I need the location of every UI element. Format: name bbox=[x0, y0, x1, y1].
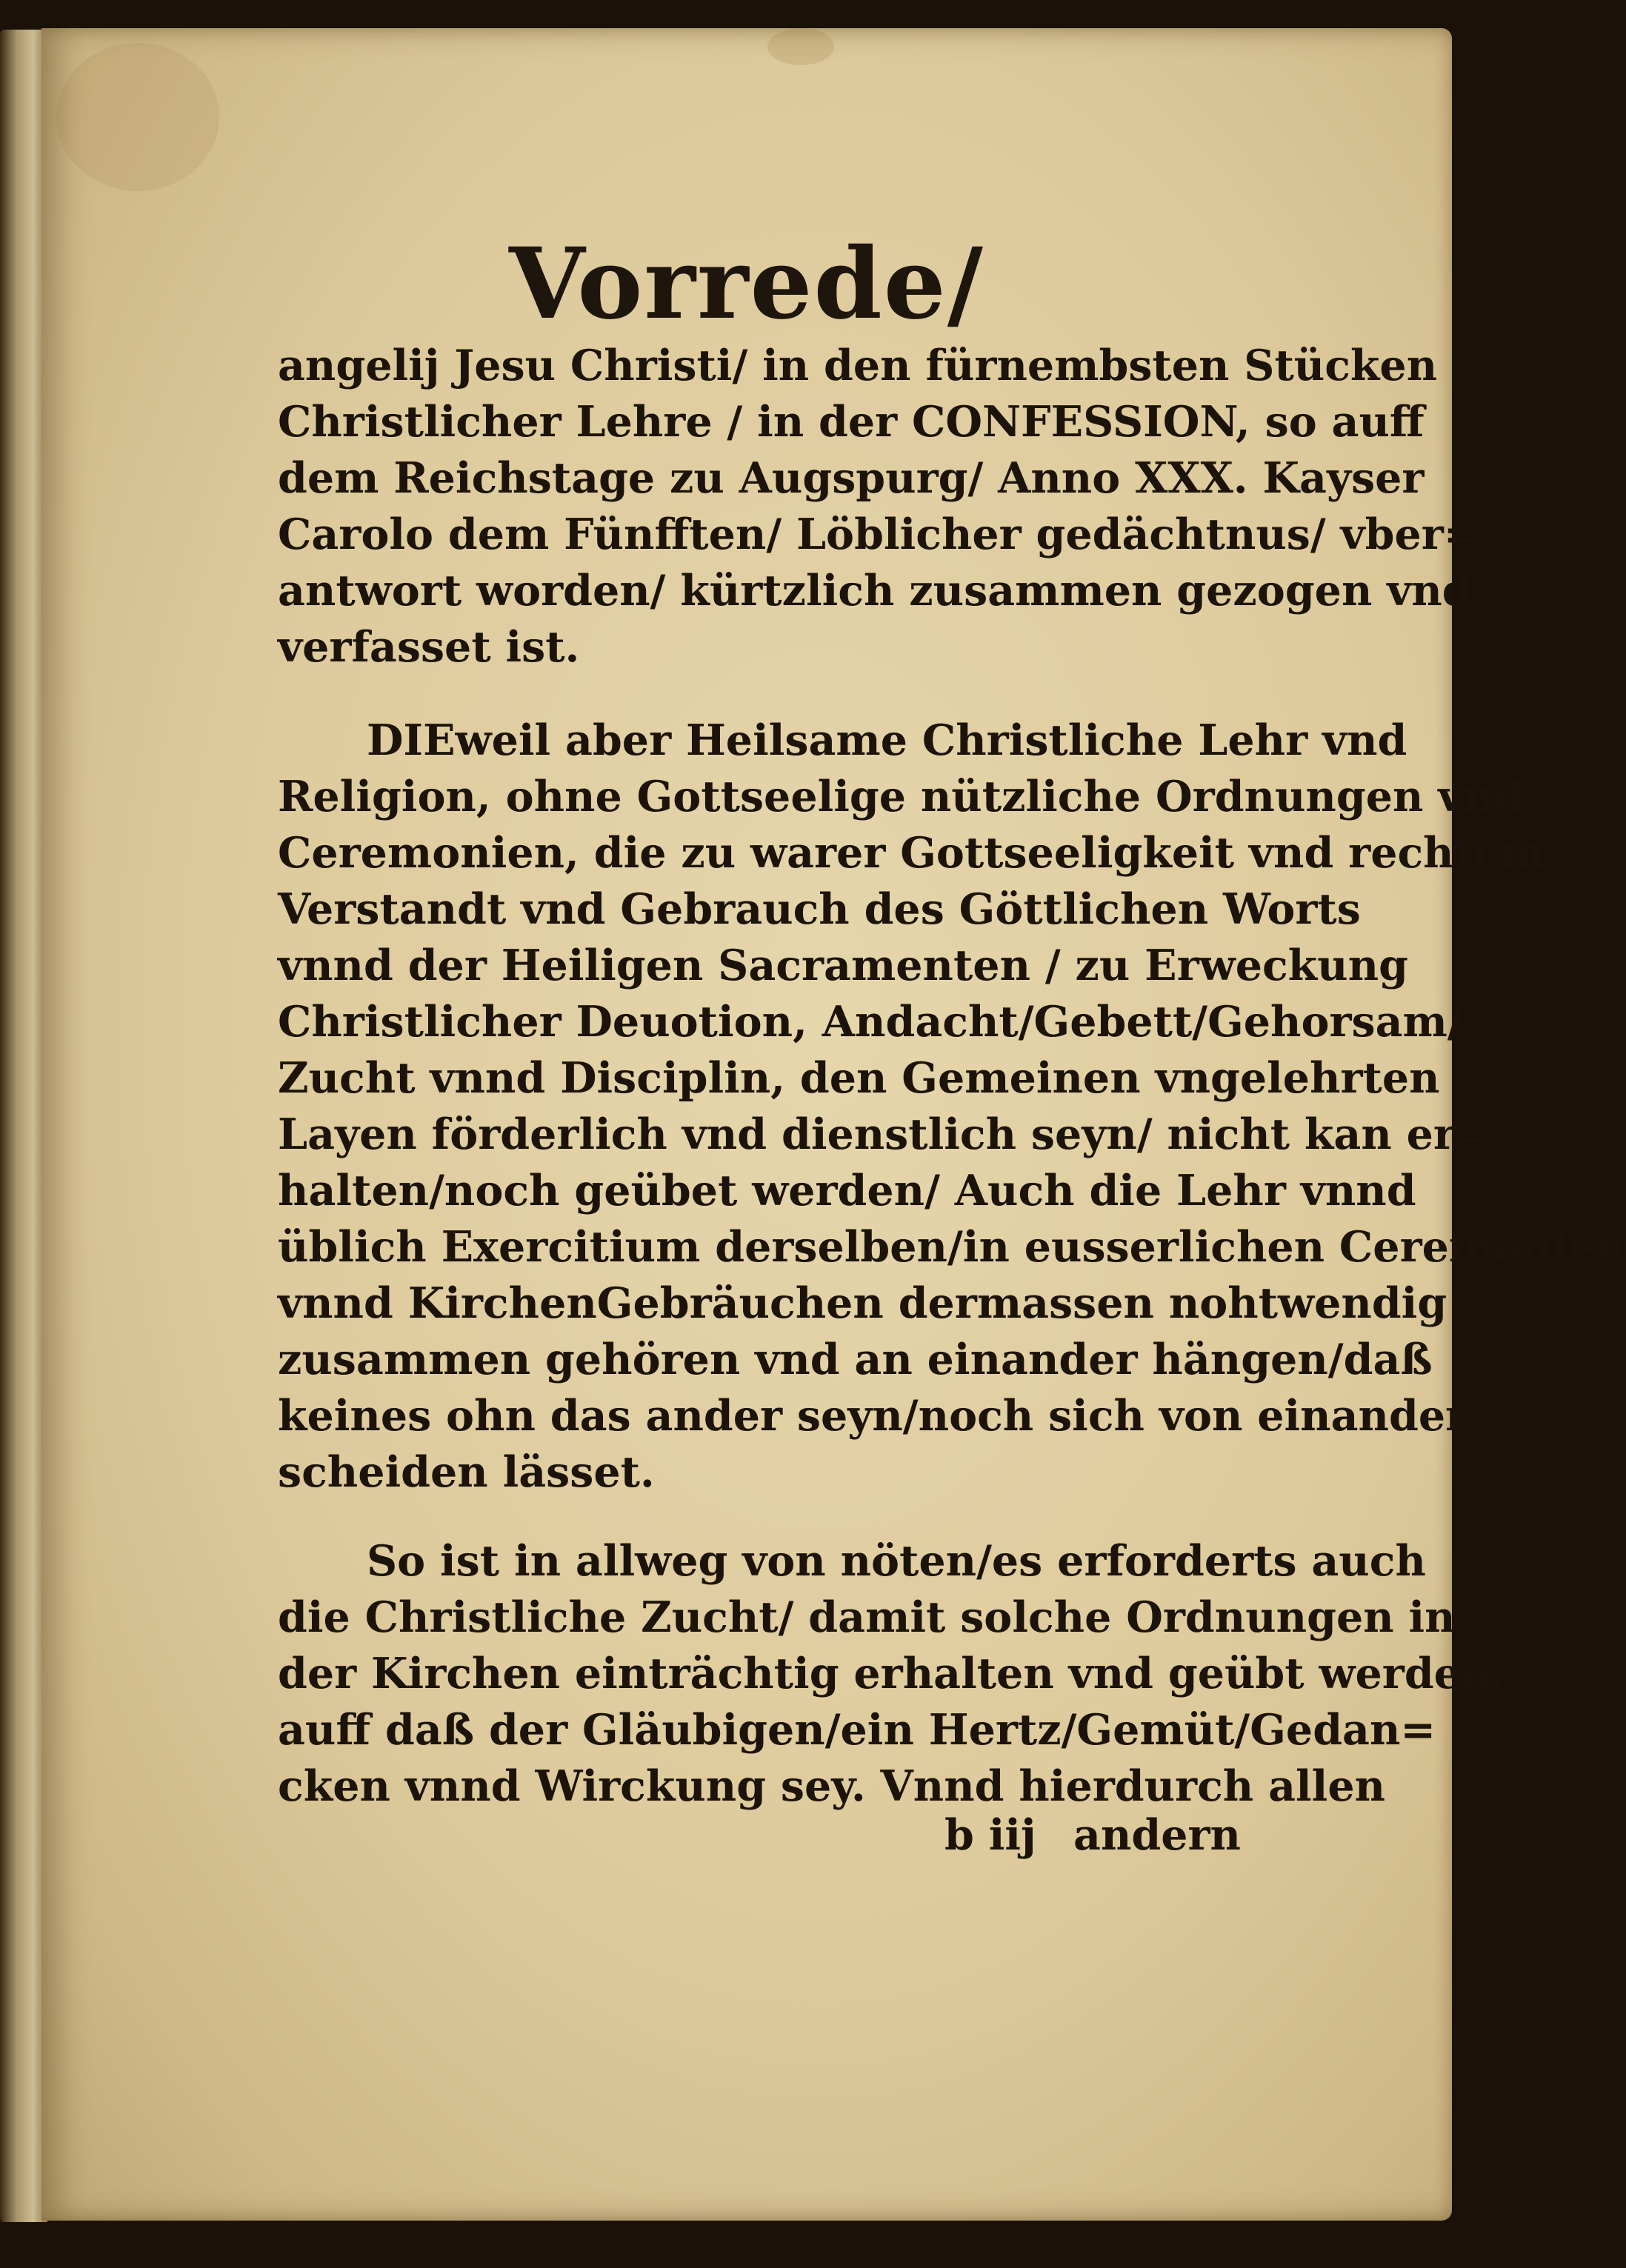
text-line: zusammen gehören vnd an einander hängen/daß bbox=[278, 1335, 1433, 1384]
signature-mark: b iij bbox=[944, 1810, 1036, 1860]
text-line: Religion, ohne Gottseelige nützliche Ordnungen vnd bbox=[278, 772, 1523, 821]
page-heading: Vorrede/ bbox=[509, 227, 984, 341]
text-line: DIEweil aber Heilsame Christliche Lehr vnd bbox=[367, 716, 1407, 765]
text-line: Layen förderlich vnd dienstlich seyn/ nicht kan er= bbox=[278, 1110, 1491, 1159]
text-line: Carolo dem Fünfften/ Löblicher gedächtnus/ vber= bbox=[278, 510, 1479, 559]
text-line: Zucht vnnd Disciplin, den Gemeinen vngelehrten bbox=[278, 1053, 1440, 1103]
text-line: auff daß der Gläubigen/ein Hertz/Gemüt/Gedan= bbox=[278, 1705, 1436, 1755]
paper-stain bbox=[767, 28, 834, 65]
text-line: So ist in allweg von nöten/es erforderts auch bbox=[367, 1536, 1426, 1586]
text-line: vnnd KirchenGebräuchen dermassen nohtwendig bbox=[278, 1278, 1447, 1328]
text-line: üblich Exercitium derselben/in eusserlichen Ceremonien bbox=[278, 1222, 1626, 1272]
paragraph-3 bbox=[278, 1533, 1507, 1815]
page-footer bbox=[278, 1810, 1241, 1867]
text-line: Christlicher Lehre / in der CONFESSION, so auff bbox=[278, 397, 1425, 447]
paragraph-2 bbox=[278, 713, 1626, 1501]
text-line: der Kirchen einträchtig erhalten vnd geübt werden/ bbox=[278, 1649, 1507, 1698]
catchword: andern bbox=[1073, 1810, 1241, 1860]
text-line: Ceremonien, die zu warer Gottseeligkeit vnd rechtem bbox=[278, 828, 1545, 878]
text-line: antwort worden/ kürtzlich zusammen gezogen vnd bbox=[278, 566, 1472, 616]
paragraph-1 bbox=[278, 338, 1479, 676]
text-line: scheiden lässet. bbox=[278, 1447, 655, 1497]
text-line: die Christliche Zucht/ damit solche Ordnungen in bbox=[278, 1592, 1456, 1642]
text-line: cken vnnd Wirckung sey. Vnnd hierdurch allen bbox=[278, 1761, 1386, 1811]
book-edge bbox=[0, 30, 47, 2222]
text-line: vnnd der Heiligen Sacramenten / zu Erweckung bbox=[278, 941, 1408, 990]
text-line: keines ohn das ander seyn/noch sich von einander bbox=[278, 1391, 1468, 1441]
paper-stain bbox=[56, 43, 219, 191]
text-line: halten/noch geübet werden/ Auch die Lehr vnnd bbox=[278, 1166, 1416, 1215]
text-line: angelij Jesu Christi/ in den fürnembsten Stücken bbox=[278, 341, 1438, 390]
text-line: dem Reichstage zu Augspurg/ Anno XXX. Kayser bbox=[278, 453, 1425, 503]
text-line: Verstandt vnd Gebrauch des Göttlichen Worts bbox=[278, 884, 1361, 934]
text-line: Christlicher Deuotion, Andacht/Gebett/Gehorsam/ bbox=[278, 997, 1463, 1047]
text-line: verfasset ist. bbox=[278, 622, 580, 672]
